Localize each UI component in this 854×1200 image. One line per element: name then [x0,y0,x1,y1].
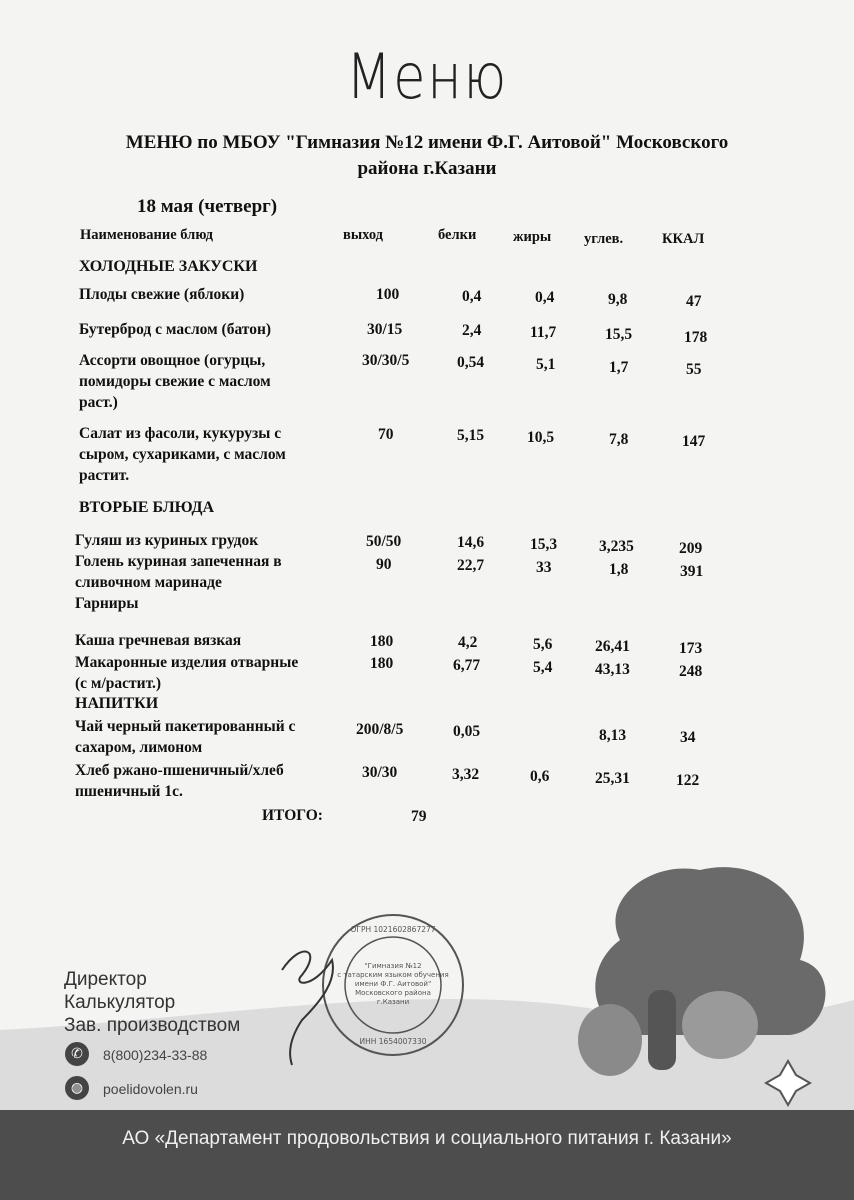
page-title [60,130,794,182]
dish-kcal: 173 [679,640,703,657]
dish-out: 30/15 [367,321,403,338]
dish-fat: 0,4 [535,289,555,306]
dish-protein: 0,54 [457,354,485,371]
dish-protein: 0,4 [462,288,482,305]
dish-name-line: сахаром, лимоном [75,739,203,756]
dish-carb: 15,5 [605,326,633,343]
col-header-fat: жиры [513,229,552,245]
dish-name-line: Хлеб ржано-пшеничный/хлеб [75,762,284,779]
dish-out: 180 [370,633,394,650]
dish-kcal: 34 [680,729,696,746]
dish-name-line: Салат из фасоли, кукурузы с [79,425,282,442]
dish-carb: 8,13 [599,727,627,744]
total-value: 79 [411,808,427,825]
stamp-line: Московского района [355,989,431,997]
dish-out: 180 [370,655,394,672]
dish-out: 90 [376,556,392,573]
phone-icon: ✆ [65,1042,89,1066]
dish-kcal: 391 [680,563,704,580]
dish-name-line: раст.) [79,394,118,411]
dish-name-line: помидоры свежие с маслом [79,373,271,390]
footer-roles [64,968,240,1037]
signature [262,930,352,1070]
carrot-character [648,990,676,1070]
role-director: Директор [64,969,147,990]
dish-name-line: растит. [79,467,130,484]
dish-name [79,350,271,413]
contact-website: poelidovolen.ru [103,1081,198,1097]
dish-carb: 43,13 [595,661,630,678]
dish-carb: 25,31 [595,770,630,787]
dish-kcal: 209 [679,540,703,557]
col-header-name: Наименование блюд [80,227,213,243]
dish-name-line: Голень куриная запеченная в [75,553,282,570]
dish-protein: 5,15 [457,427,485,444]
dish-fat: 5,1 [536,356,556,373]
dish-fat: 0,6 [530,768,550,785]
dish-protein: 3,32 [452,766,480,783]
dish-name-line: пшеничный 1с. [75,783,183,800]
dish-out: 30/30 [362,764,398,781]
dish-protein: 6,77 [453,657,481,674]
dish-carb: 26,41 [595,638,630,655]
menu-date: 18 мая (четверг) [137,196,278,217]
col-header-carb: углев. [584,231,624,247]
dish-fat: 5,4 [533,659,553,676]
dish-carb: 9,8 [608,291,628,308]
title-line-1: МЕНЮ по МБОУ "Гимназия №12 имени Ф.Г. Аитовой" Московского [125,132,729,153]
dish-fat: 11,7 [530,324,557,341]
dish-protein: 2,4 [462,322,482,339]
dish-kcal: 122 [676,772,700,789]
section-main-courses: ВТОРЫЕ БЛЮДА [79,499,214,516]
stamp-line: г.Казани [376,998,410,1006]
dish-out: 100 [376,286,400,303]
dish-name-line: сливочном маринаде [75,574,222,591]
globe-icon: ◍ [65,1076,89,1100]
stamp-ogrn: ОГРН 1021602867277 [350,925,436,934]
dish-carb: 7,8 [609,431,629,448]
dish-name: Каша гречневая вязкая [75,632,242,649]
dish-fat: 5,6 [533,636,553,653]
dish-carb: 1,7 [609,359,629,376]
onion-character [578,1004,642,1076]
title-line-2: района г.Казани [357,158,497,179]
dish-name [75,551,282,593]
dish-name [75,716,295,758]
dish-kcal: 47 [686,293,702,310]
dish-out: 70 [378,426,394,443]
col-header-out: выход [343,227,384,243]
stamp-line: имени Ф.Г. Аитовой" [354,980,432,988]
dish-name-line: (с м/растит.) [75,675,162,692]
dish-out: 50/50 [366,533,402,550]
handwritten-title: Меню [346,40,508,113]
dish-name: Бутерброд с маслом (батон) [79,321,272,338]
dish-name-line: сыром, сухариками, с маслом [79,446,286,463]
section-cold-starters: ХОЛОДНЫЕ ЗАКУСКИ [79,258,258,275]
total-label: ИТОГО: [262,807,323,824]
dish-kcal: 178 [684,329,708,346]
dish-protein: 0,05 [453,723,481,740]
role-calculator: Калькулятор [64,992,176,1013]
role-production-manager: Зав. производством [64,1015,241,1036]
dish-protein: 4,2 [458,634,478,651]
apple-character [682,991,758,1059]
dish-name [75,652,298,694]
dish-name [79,423,286,486]
dish-kcal: 147 [682,433,706,450]
dish-protein: 14,6 [457,534,485,551]
dish-kcal: 55 [686,361,702,378]
footer-bar [0,1110,854,1200]
dish-carb: 1,8 [609,561,629,578]
dish-out: 200/8/5 [356,721,404,738]
dish-fat: 33 [536,559,552,576]
stamp-line: с татарским языком обучения [337,971,449,979]
contact-phone: 8(800)234-33-88 [103,1047,208,1063]
dish-kcal: 248 [679,663,703,680]
dish-name-line: Чай черный пакетированный с [75,718,296,735]
dish-name [75,760,284,802]
dish-out: 30/30/5 [362,352,410,369]
col-header-protein: белки [438,227,477,243]
stamp-inn: ИНН 1654007330 [359,1037,427,1046]
dish-name: Плоды свежие (яблоки) [79,286,245,303]
dish-carb: 3,235 [599,538,634,555]
dish-protein: 22,7 [457,557,485,574]
col-header-kcal: ККАЛ [662,231,705,247]
dish-name-line: Ассорти овощное (огурцы, [79,352,266,369]
section-drinks: НАПИТКИ [75,695,159,712]
dish-fat: 15,3 [530,536,558,553]
dish-name: Гуляш из куриных грудок [75,532,259,549]
organization-name: АО «Департамент продовольствия и социального питания г. Казани» [122,1128,732,1149]
section-garnish: Гарниры [75,595,139,612]
dish-fat: 10,5 [527,429,555,446]
signature-stroke [282,951,333,1065]
stamp-line: "Гимназия №12 [364,962,422,970]
dish-name-line: Макаронные изделия отварные [75,654,299,671]
